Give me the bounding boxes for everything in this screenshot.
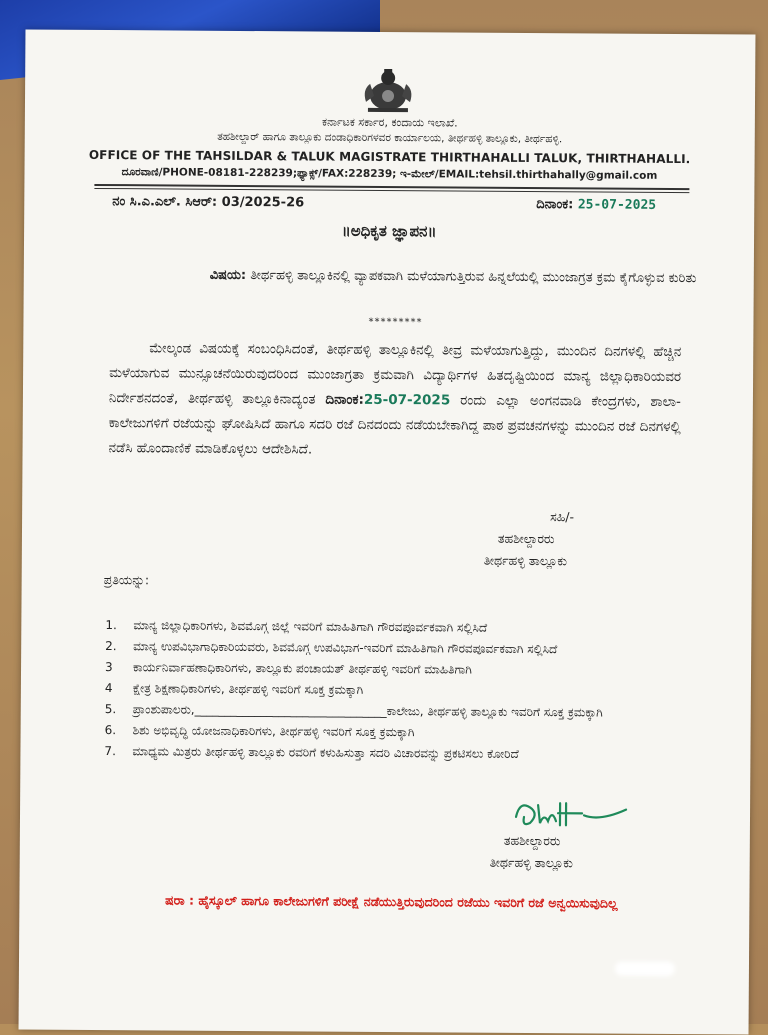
office-name-kannada: ತಹಶೀಲ್ದಾರ್ ಹಾಗೂ ತಾಲ್ಲೂಕು ದಂಡಾಧಿಕಾರಿಗಳವರ ಕಾರ್ಯಾಲಯ, ತೀರ್ಥಹಳ್ಳಿ ತಾಲ್ಲೂಕು, ತೀರ್ಥಹಳ್ಳಿ. (217, 130, 563, 146)
subject-separator: ********* (368, 316, 423, 329)
signatory-designation: ತಹಶೀಲ್ದಾರರು (497, 530, 555, 547)
body-date-label: ದಿನಾಂಕ: (325, 391, 364, 408)
signed-mark: ಸಹಿ/- (550, 509, 575, 525)
body-text-part1: ಮೇಲ್ಕಂಡ ವಿಷಯಕ್ಕೆ ಸಂಬಂಧಿಸಿದಂತೆ, ತೀರ್ಥಹಳ್ಳಿ ತಾಲ್ಲೂಕಿನಲ್ಲಿ ತೀವ್ರ ಮಳೆಯಾಗುತ್ತಿದ್ದು, ಮುಂದಿನ ದಿನಗಳಲ್ಲಿ ಹೆಚ್ಚಿನ ಮಳೆಯಾಗುವ ಮುನ್ಸೂಚನೆಯಿರುವುದರಿಂದ ಮುಂಜಾಗ್ರತಾ ಕ್ರಮವಾಗಿ ವಿದ್ಯಾರ್ಥಿಗಳ ಹಿತದೃಷ್ಟಿಯಿಂದ ಮಾನ್ಯ ಜಿಲ್ಲಾಧಿಕಾರಿಯವರ ನಿರ್ದೇಶನದಂತೆ, ತೀರ್ಥಹಳ್ಳಿ ತಾಲ್ಲೂಕಿನಾದ್ಯಂತ (108, 340, 682, 408)
copy-to-label: ಪ್ರತಿಯನ್ನು: (103, 572, 150, 588)
official-memo-document (19, 29, 756, 1034)
handwritten-signature (510, 795, 630, 836)
signatory-place-final: ತೀರ್ಥಹಳ್ಳಿ ತಾಲ್ಲೂಕು (489, 854, 573, 871)
remark-note: ಷರಾ : ಹೈಸ್ಕೂಲ್ ಹಾಗೂ ಕಾಲೇಜುಗಳಿಗೆ ಪರೀಕ್ಷೆ ನಡೆಯುತ್ತಿರುವುದರಿಂದ ರಜೆಯು ಇವರಿಗೆ ರಜೆ ಅನ್ವಯಿಸುವುದಿಲ್ಲ (165, 892, 618, 911)
reference-date (536, 197, 656, 213)
list-item: 2. ಮಾನ್ಯ ಉಪವಿಭಾಗಾಧಿಕಾರಿಯವರು, ಶಿವಮೊಗ್ಗ ಉಪವಿಭಾಗ-ಇವರಿಗೆ ಮಾಹಿತಿಗಾಗಿ ಗೌರವಪೂರ್ವಕವಾಗಿ ಸಲ್ಲಿಸಿದೆ (105, 639, 558, 657)
list-item: 3 ಕಾರ್ಯನಿರ್ವಾಹಣಾಧಿಕಾರಿಗಳು, ತಾಲ್ಲೂಕು ಪಂಚಾಯತ್ ತೀರ್ಥಹಳ್ಳಿ ಇವರಿಗೆ ಮಾಹಿತಿಗಾಗಿ (105, 660, 472, 677)
body-date (325, 392, 450, 409)
signatory-place: ತೀರ್ಥಹಳ್ಳಿ ತಾಲ್ಲೂಕು (483, 552, 568, 569)
subject-block (210, 265, 710, 290)
reference-number: ನಂ ಸಿ.ಎ.ಎಲ್. ಸಿಆರ್: 03/2025-26 (112, 194, 305, 211)
light-glare (615, 962, 675, 976)
list-item: 4 ಕ್ಷೇತ್ರ ಶಿಕ್ಷಣಾಧಿಕಾರಿಗಳು, ತೀರ್ಥಹಳ್ಳಿ ಇವರಿಗೆ ಸೂಕ್ತ ಕ್ರಮಕ್ಕಾಗಿ (104, 681, 364, 697)
department-line: ಕರ್ನಾಟಕ ಸರ್ಕಾರ, ಕಂದಾಯ ಇಲಾಖೆ. (321, 115, 458, 130)
subject-label: ವಿಷಯ: (209, 267, 247, 284)
body-paragraph (108, 336, 681, 465)
list-item: 6. ಶಿಶು ಅಭಿವೃದ್ಧಿ ಯೋಜನಾಧಿಕಾರಿಗಳು, ತೀರ್ಥಹಳ್ಳಿ ಇವರಿಗೆ ಸೂಕ್ತ ಕ್ರಮಕ್ಕಾಗಿ (104, 723, 415, 740)
list-item: 7. ಮಾಧ್ಯಮ ಮಿತ್ರರು ತೀರ್ಥಹಳ್ಳಿ ತಾಲ್ಲೂಕು ರವರಿಗೆ ಕಳುಹಿಸುತ್ತಾ ಸದರಿ ವಿಚಾರವನ್ನು ಪ್ರಕಟಿಸಲು ಕೋರಿದೆ (104, 744, 519, 761)
recipient-list (104, 616, 685, 767)
list-item: 1. ಮಾನ್ಯ ಜಿಲ್ಲಾಧಿಕಾರಿಗಳು, ಶಿವಮೊಗ್ಗ ಜಿಲ್ಲೆ ಇವರಿಗೆ ಮಾಹಿತಿಗಾಗಿ ಗೌರವಪೂರ್ವಕವಾಗಿ ಸಲ್ಲಿಸಿದೆ (105, 618, 488, 635)
state-emblem-icon (358, 66, 418, 114)
list-item: 5. ಪ್ರಾಂಶುಪಾಲರು,________________________________ಕಾಲೇಜು, ತೀರ್ಥಹಳ್ಳಿ ತಾಲ್ಲೂಕು ಇವರಿಗೆ ಸೂಕ್ತ ಕ್ರಮಕ್ಕಾಗಿ (104, 702, 603, 720)
document-title: ॥ಅಧಿಕೃತ ಜ್ಞಾಪನ॥ (341, 221, 437, 241)
date-value: 25-07-2025 (577, 197, 657, 213)
body-text-part2: ರಂದು ಎಲ್ಲಾ ಅಂಗನವಾಡಿ ಕೇಂದ್ರಗಳು, ಶಾಲಾ-ಕಾಲೇಜುಗಳಿಗೆ ರಜೆಯನ್ನು ಘೋಷಿಸಿದೆ ಹಾಗೂ ಸದರಿ ರಜೆ ದಿನದಂದು ನಡೆಯಬೇಕಾಗಿದ್ದ ಪಾಠ ಪ್ರವಚನಗಳನ್ನು ಮುಂದಿನ ರಜೆ ದಿನಗಳಲ್ಲಿ ನಡೆಸಿ ಹೊಂದಾಣಿಕೆ ಮಾಡಿಕೊಳ್ಳಲು ಆದೇಶಿಸಿದೆ. (108, 392, 681, 458)
body-date-value: 25-07-2025 (363, 391, 451, 409)
subject-text: ತೀರ್ಥಹಳ್ಳಿ ತಾಲ್ಲೂಕಿನಲ್ಲಿ ವ್ಯಾಪಕವಾಗಿ ಮಳೆಯಾಗುತ್ತಿರುವ ಹಿನ್ನಲೆಯಲ್ಲಿ ಮುಂಜಾಗ್ರತ ಕ್ರಮ ಕೈಗೊಳ್ಳುವ ಕುರಿತು (250, 268, 697, 287)
date-label: ದಿನಾಂಕ: (536, 197, 574, 213)
office-name-english: OFFICE OF THE TAHSILDAR & TALUK MAGISTRATE THIRTHAHALLI TALUK, THIRTHAHALLI. (88, 147, 691, 167)
contact-line: ದೂರವಾಣಿ/PHONE-08181-228239;ಫ್ಯಾಕ್ಸ್/FAX:228239; ಇ-ಮೇಲ್/EMAIL:tehsil.thirthahally@gmail.com (121, 166, 658, 182)
signatory-designation-final: ತಹಶೀಲ್ದಾರರು (503, 832, 561, 849)
